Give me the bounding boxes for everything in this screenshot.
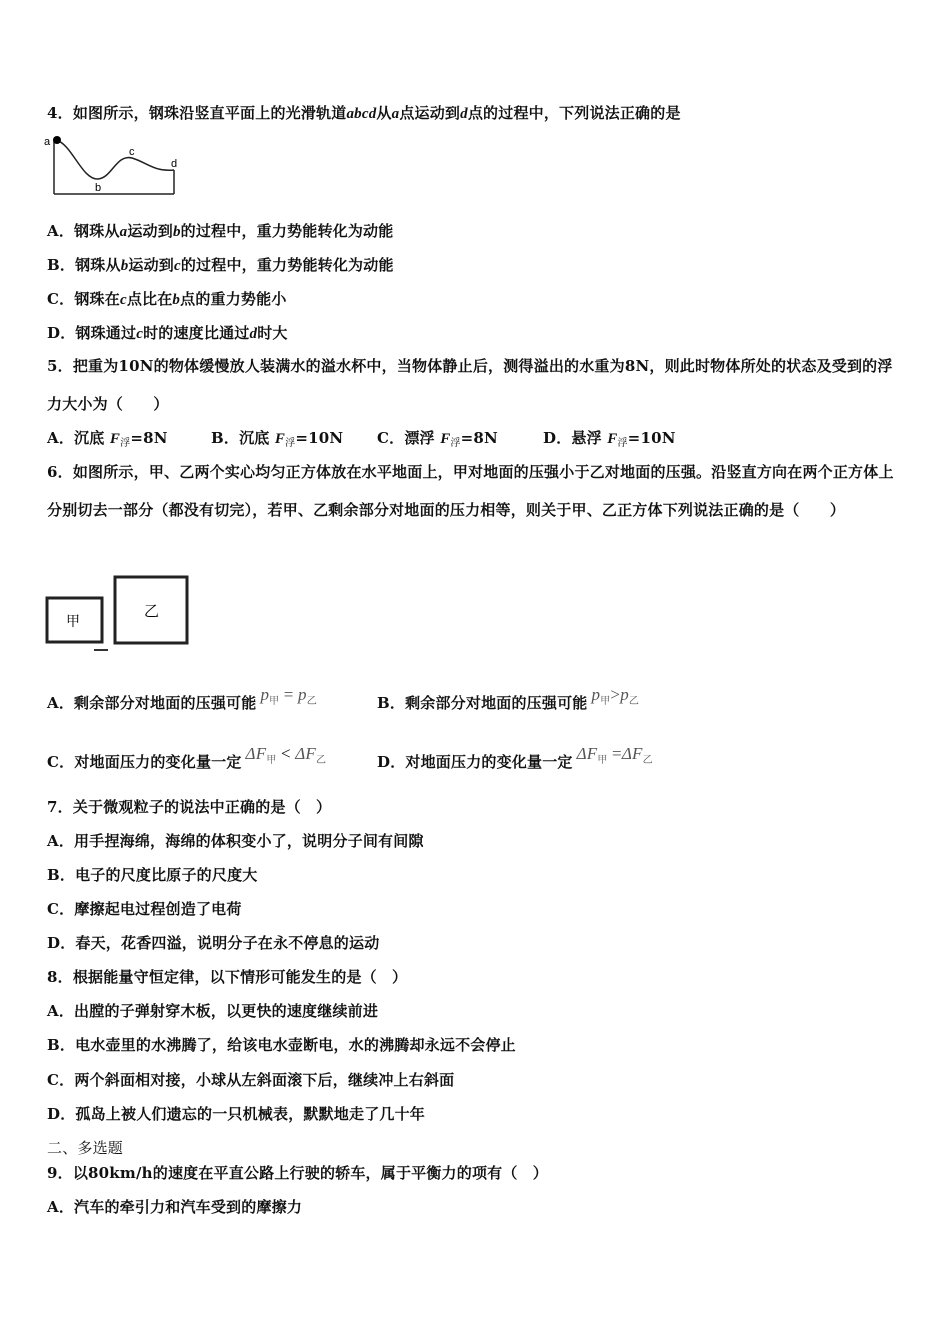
q6-a-formula: $p_甲 = p_乙$ bbox=[260, 685, 317, 707]
q4-option-c[interactable]: C．钢珠在c点比在b点的重力势能小 bbox=[47, 290, 287, 308]
cube-yi-label: 乙 bbox=[144, 602, 160, 620]
q7-stem: 7．关于微观粒子的说法中正确的是（ ） bbox=[47, 798, 332, 816]
q6-option-b[interactable]: B．剩余部分对地面的压强可能 $p_甲>p_乙$ bbox=[377, 685, 640, 712]
q6-stem: 6．如图所示，甲、乙两个实心均匀正方体放在水平地面上，甲对地面的压强小于乙对地面的压强。沿竖直方向在两个正方体上分别切去一部分（都没有切完），若甲、乙剩余部分对地面的压力相等，则关于甲、乙正方体下列说法正确的是（ ） bbox=[47, 463, 894, 519]
cubes-figure bbox=[44, 574, 194, 654]
section-heading: 二、多选题 bbox=[47, 1139, 124, 1157]
label-d: d bbox=[171, 158, 178, 170]
q9-stem: 9．以80km/h的速度在平直公路上行驶的轿车，属于平衡力的项有（ ） bbox=[47, 1164, 548, 1182]
q6-b-formula: $p_甲>p_乙$ bbox=[591, 685, 640, 707]
q8-option-b[interactable]: B．电水壶里的水沸腾了，给该电水壶断电，水的沸腾却永远不会停止 bbox=[47, 1036, 516, 1054]
q5-option-a[interactable]: A．沉底 $F_浮=8N$ bbox=[47, 429, 168, 449]
q4-stem: 4．如图所示，钢珠沿竖直平面上的光滑轨道abcd从a点运动到d点的过程中，下列说法正确的是 bbox=[47, 104, 681, 122]
track-figure bbox=[42, 132, 187, 202]
q8-option-c[interactable]: C．两个斜面相对接，小球从左斜面滚下后，继续冲上右斜面 bbox=[47, 1071, 455, 1089]
label-a: a bbox=[44, 136, 51, 148]
q5-options bbox=[47, 427, 676, 449]
label-c: c bbox=[129, 146, 135, 158]
q8-option-a[interactable]: A．出膛的子弹射穿木板，以更快的速度继续前进 bbox=[47, 1002, 379, 1020]
q5-option-c[interactable]: C．漂浮 $F_浮=8N$ bbox=[377, 429, 498, 449]
cube-jia-label: 甲 bbox=[66, 614, 80, 630]
q5-option-d[interactable]: D．悬浮 $F_浮=10N$ bbox=[543, 429, 676, 449]
q7-option-a[interactable]: A．用手捏海绵，海绵的体积变小了，说明分子间有间隙 bbox=[47, 832, 424, 850]
q5-stem: 5．把重为10N的物体缓慢放人装满水的溢水杯中，当物体静止后，测得溢出的水重为8N，则此时物体所处的状态及受到的浮力大小为（ ） bbox=[47, 357, 893, 413]
q4-option-a[interactable]: A．钢珠从a运动到b的过程中，重力势能转化为动能 bbox=[47, 222, 394, 240]
q8-stem: 8．根据能量守恒定律，以下情形可能发生的是（ ） bbox=[47, 968, 408, 986]
q5-option-b[interactable]: B．沉底 $F_浮=10N$ bbox=[211, 429, 344, 449]
label-b: b bbox=[95, 182, 102, 194]
q7-option-d[interactable]: D．春天，花香四溢，说明分子在永不停息的运动 bbox=[47, 934, 380, 952]
q6-option-d[interactable]: D．对地面压力的变化量一定 $\Delta F_甲 =\Delta F_乙$ bbox=[377, 744, 653, 771]
q4-option-d[interactable]: D．钢珠通过c时的速度比通过d时大 bbox=[47, 324, 288, 342]
q7-option-b[interactable]: B．电子的尺度比原子的尺度大 bbox=[47, 866, 258, 884]
steel-ball bbox=[53, 136, 61, 144]
q6-c-formula: $\Delta F_甲 < \Delta F_乙$ bbox=[245, 744, 327, 766]
q4-option-b[interactable]: B．钢珠从b运动到c的过程中，重力势能转化为动能 bbox=[47, 256, 394, 274]
track-curve bbox=[56, 140, 174, 179]
q8-option-d[interactable]: D．孤岛上被人们遗忘的一只机械表，默默地走了几十年 bbox=[47, 1105, 426, 1123]
q7-option-c[interactable]: C．摩擦起电过程创造了电荷 bbox=[47, 900, 242, 918]
q6-d-formula: $\Delta F_甲 =\Delta F_乙$ bbox=[576, 744, 653, 766]
q6-option-a[interactable]: A．剩余部分对地面的压强可能 $p_甲 = p_乙$ bbox=[47, 685, 317, 712]
q9-option-a[interactable]: A．汽车的牵引力和汽车受到的摩擦力 bbox=[47, 1198, 303, 1216]
q6-option-c[interactable]: C．对地面压力的变化量一定 $\Delta F_甲 < \Delta F_乙$ bbox=[47, 744, 327, 771]
